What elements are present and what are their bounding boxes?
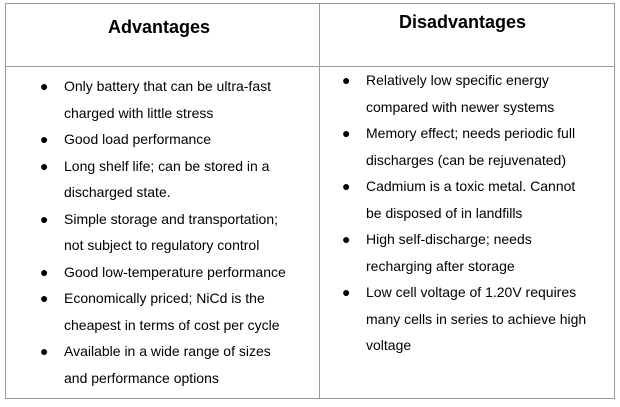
list-item [40,126,316,153]
list-item-line: many cells in series to achieve high [366,310,587,327]
list-item-line: and performance options [64,369,219,386]
list-item-line: Good load performance [64,131,212,147]
list-item-line: Economically priced; NiCd is the [64,290,265,306]
bullet-icon: ● [40,131,49,147]
bullet-icon: ● [342,284,351,300]
list-item-line: Memory effect; needs periodic full [366,125,576,141]
bullet-icon: ● [40,290,49,306]
column-divider [319,4,320,398]
list-item [40,338,316,391]
list-item [342,226,614,279]
bullet-icon: ● [40,343,49,359]
list-item-line: voltage [366,337,412,353]
bullet-icon: ● [40,263,49,280]
bullet-icon: ● [342,125,351,141]
comparison-table [5,3,615,399]
list-item-line: Relatively low specific energy [366,72,549,88]
list-item [342,279,614,359]
list-item-line: be disposed of in landfills [366,204,523,221]
list-item-line: Only battery that can be ultra-fast [64,78,271,94]
list-item [40,259,316,286]
bullet-icon: ● [40,157,49,174]
bullet-icon: ● [40,78,49,94]
list-item-line: recharging after storage [366,257,515,274]
list-item-line: cheapest in terms of cost per cycle [64,316,280,333]
list-item [40,285,316,338]
list-item-line: discharges (can be rejuvenated) [366,151,567,168]
list-item [342,173,614,226]
list-item-line: Simple storage and transportation; [64,210,279,227]
disadvantages-header: Disadvantages [399,12,527,32]
advantages-header: Advantages [108,17,211,37]
list-item-line: Cadmium is a toxic metal. Cannot [366,178,576,194]
list-item-line: compared with newer systems [366,98,555,115]
advantages-list [40,73,316,391]
list-item-line: Long shelf life; can be stored in a [64,157,270,174]
list-item-line: Good low-temperature performance [64,263,286,280]
list-item-line: charged with little stress [64,104,214,121]
list-item-line: discharged state. [64,184,171,200]
list-item [342,67,614,120]
list-item-line: not subject to regulatory control [64,237,260,253]
list-item-line: High self-discharge; needs [366,231,532,247]
list-item [40,153,316,206]
list-item [342,120,614,173]
list-item [40,206,316,259]
disadvantages-list [342,67,614,359]
bullet-icon: ● [342,72,351,88]
bullet-icon: ● [342,178,351,194]
list-item-line: Low cell voltage of 1.20V requires [366,284,577,300]
bullet-icon: ● [40,210,49,227]
list-item [40,73,316,126]
bullet-icon: ● [342,231,351,247]
list-item-line: Available in a wide range of sizes [64,343,271,359]
